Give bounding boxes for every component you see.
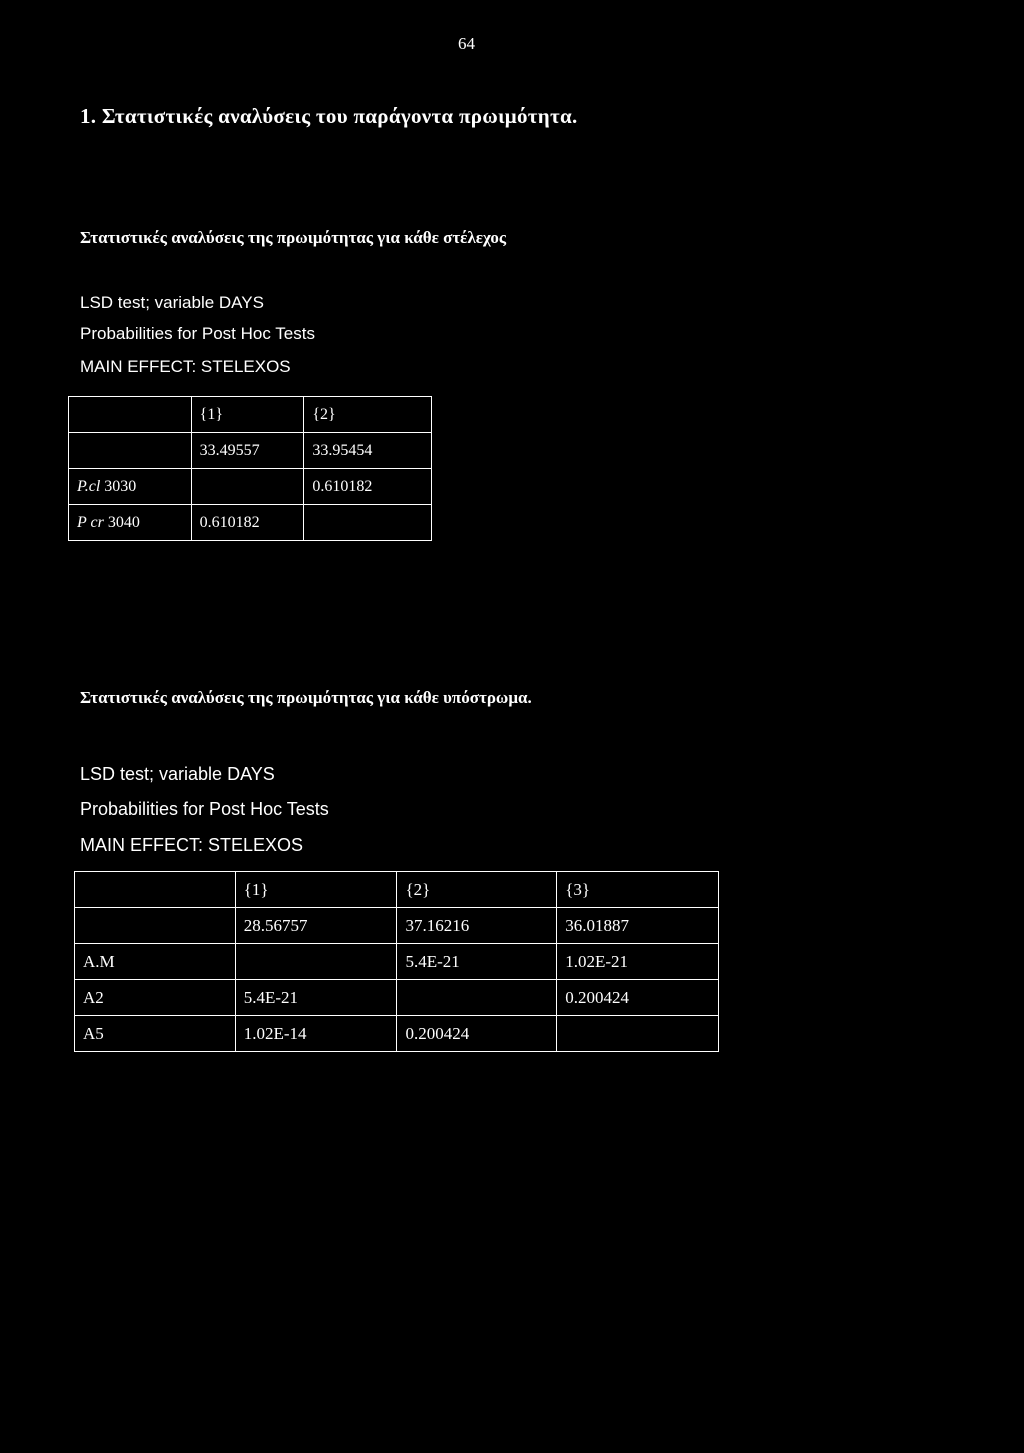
table-means-row [69,433,432,469]
table-cell: 5.4E-21 [235,980,397,1016]
block1-probabilities-line: Probabilities for Post Hoc Tests [80,324,315,343]
row-label: P cr 3040 [69,505,192,541]
page-number: 64 [458,34,475,53]
table-cell [191,469,304,505]
table-cell [235,944,397,980]
table-header-row [69,397,432,433]
table-header-cell: {2} [397,872,557,908]
table-row [69,469,432,505]
table-row [75,1016,719,1052]
row-label: A5 [75,1016,236,1052]
table-cell [69,433,192,469]
block2-table [74,871,719,1052]
row-label: P.cl 3030 [69,469,192,505]
table-header-row [75,872,719,908]
table-cell [75,908,236,944]
row-label: A.M [75,944,236,980]
table-cell: 0.610182 [191,505,304,541]
table-mean-cell: 37.16216 [397,908,557,944]
table-cell: 1.02E-21 [557,944,719,980]
table-cell: 0.200424 [397,1016,557,1052]
table-header-cell: {3} [557,872,719,908]
table-cell [557,1016,719,1052]
table-row [75,980,719,1016]
table-mean-cell: 33.49557 [191,433,304,469]
table-cell: 5.4E-21 [397,944,557,980]
table-header-cell: {2} [304,397,432,433]
block2-title: Στατιστικές αναλύσεις της πρωιμότητας για κάθε υπόστρωμα. [80,688,532,707]
block2-effect-line: MAIN EFFECT: STELEXOS [80,835,304,855]
table-mean-cell: 28.56757 [235,908,397,944]
table-mean-cell: 36.01887 [557,908,719,944]
table-cell [397,980,557,1016]
table-cell: 0.200424 [557,980,719,1016]
block1-table [68,396,432,541]
table-header-cell: {1} [191,397,304,433]
block2-test-line: LSD test; variable DAYS [80,764,275,784]
block1-test-line: LSD test; variable DAYS [80,293,264,312]
table-cell [75,872,236,908]
block1-effect-line: MAIN EFFECT: STELEXOS [80,357,291,376]
block2-probabilities-line: Probabilities for Post Hoc Tests [80,799,329,819]
section-heading: 1. Στατιστικές αναλύσεις του παράγοντα πρωιμότητα. [80,104,578,128]
table-row [69,505,432,541]
table-cell: 1.02E-14 [235,1016,397,1052]
row-label: A2 [75,980,236,1016]
table-cell [304,505,432,541]
table-mean-cell: 33.95454 [304,433,432,469]
block1-title: Στατιστικές αναλύσεις της πρωιμότητας για κάθε στέλεχος [80,228,507,247]
table-row [75,944,719,980]
table-header-cell: {1} [235,872,397,908]
table-cell [69,397,192,433]
table-means-row [75,908,719,944]
table-cell: 0.610182 [304,469,432,505]
